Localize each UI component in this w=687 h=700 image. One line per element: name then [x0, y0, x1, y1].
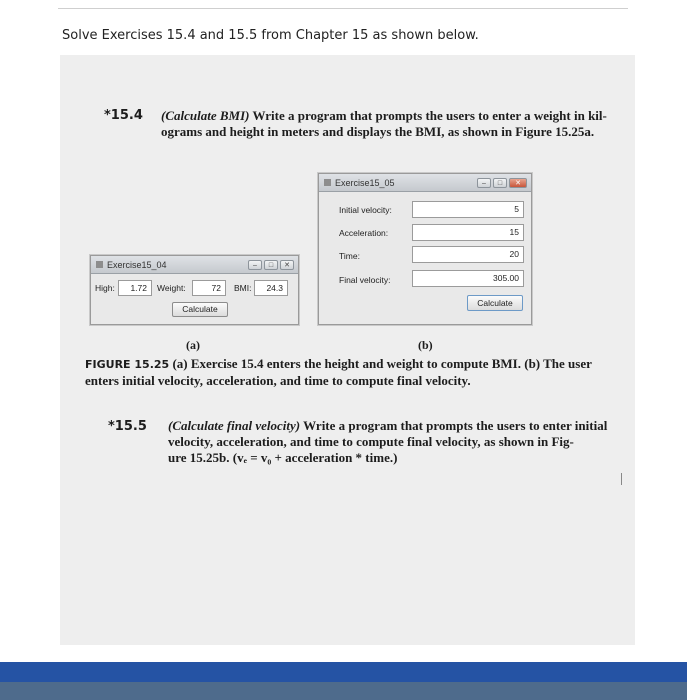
- exercise-15-5-line1: Write a program that prompts the users to enter initial: [303, 418, 608, 433]
- exercise-15-5-line3: ure 15.25b. (vₑ = v₀ + acceleration * time.): [168, 450, 398, 465]
- window-exercise15-04: [90, 255, 299, 325]
- time-input[interactable]: 20: [412, 246, 524, 263]
- height-input[interactable]: 1.72: [118, 280, 152, 296]
- java-app-icon: [96, 261, 103, 268]
- exercise-15-5-title: (Calculate final velocity): [168, 418, 301, 433]
- exercise-15-4-number: *15.4: [104, 108, 143, 123]
- window-b-titlebar: [319, 174, 531, 192]
- caption-line1: (a) Exercise 15.4 enters the height and weight to compute BMI. (b) The user: [172, 356, 592, 371]
- exercise-15-5-number: *15.5: [108, 419, 147, 434]
- exercise-15-4-line1: Write a program that prompts the users to enter a weight in kil-: [252, 108, 607, 123]
- figure-number: FIGURE 15.25: [85, 358, 170, 371]
- bmi-label: BMI:: [234, 283, 252, 293]
- exercise-15-4-title: (Calculate BMI): [161, 108, 250, 123]
- close-icon[interactable]: ✕: [509, 178, 527, 188]
- calculate-button-b[interactable]: Calculate: [467, 295, 523, 311]
- weight-input[interactable]: 72: [192, 280, 226, 296]
- instruction-text: Solve Exercises 15.4 and 15.5 from Chapter 15 as shown below.: [62, 28, 479, 43]
- minimize-icon[interactable]: –: [477, 178, 491, 188]
- exercise-15-4-line2: ograms and height in meters and displays the BMI, as shown in Figure 15.25a.: [161, 124, 595, 139]
- bottom-slate-bar: [0, 682, 687, 700]
- acceleration-input[interactable]: 15: [412, 224, 524, 241]
- window-b-title: Exercise15_05: [335, 177, 395, 188]
- acceleration-label: Acceleration:: [339, 228, 389, 238]
- exercise-15-5-text: [168, 418, 618, 466]
- exercise-15-5-line2: velocity, acceleration, and time to compute final velocity, as shown in Fig-: [168, 434, 574, 449]
- window-exercise15-05: [318, 173, 532, 325]
- height-label: High:: [95, 283, 115, 293]
- time-label: Time:: [339, 251, 360, 261]
- window-a-title: Exercise15_04: [107, 259, 167, 270]
- caption-line2: enters initial velocity, acceleration, and time to compute final velocity.: [85, 373, 471, 388]
- final-velocity-label: Final velocity:: [339, 275, 391, 285]
- bmi-output: 24.3: [254, 280, 288, 296]
- bottom-blue-bar: [0, 662, 687, 682]
- subfigure-b-label: (b): [418, 338, 433, 352]
- initial-velocity-label: Initial velocity:: [339, 205, 392, 215]
- textbook-page-photo: [60, 55, 635, 645]
- text-cursor: [621, 473, 622, 485]
- close-icon[interactable]: ✕: [280, 260, 294, 270]
- calculate-button-a[interactable]: Calculate: [172, 302, 228, 317]
- initial-velocity-input[interactable]: 5: [412, 201, 524, 218]
- exercise-15-4-text: [161, 108, 631, 140]
- top-divider: [58, 8, 628, 9]
- final-velocity-output: 305.00: [412, 270, 524, 287]
- minimize-icon[interactable]: –: [248, 260, 262, 270]
- subfigure-a-label: (a): [186, 338, 200, 352]
- maximize-icon[interactable]: □: [264, 260, 278, 270]
- weight-label: Weight:: [157, 283, 186, 293]
- maximize-icon[interactable]: □: [493, 178, 507, 188]
- window-a-titlebar: [91, 256, 298, 274]
- figure-caption: [85, 356, 625, 389]
- java-app-icon: [324, 179, 331, 186]
